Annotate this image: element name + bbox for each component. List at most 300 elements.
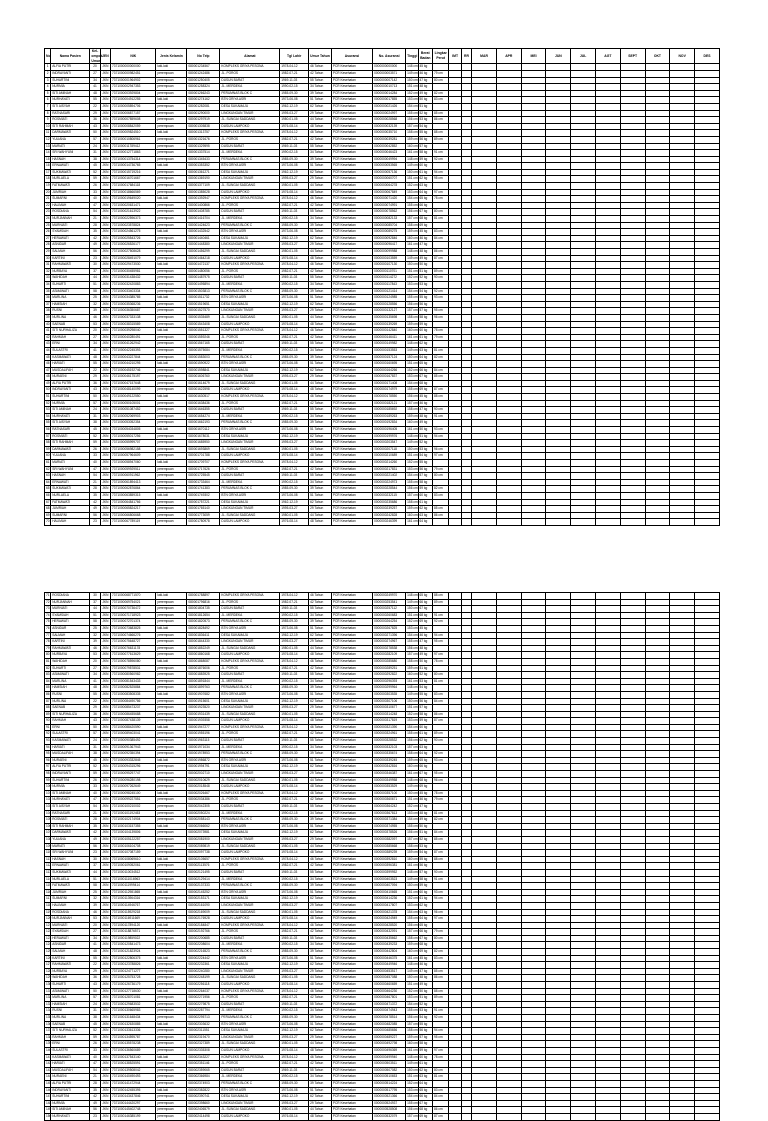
table-cell: SITI AMINAH (51, 1107, 90, 1114)
table-cell (472, 1034, 497, 1041)
table-cell (546, 1001, 571, 1008)
table-cell: laki-laki (156, 593, 187, 600)
table-cell (670, 744, 695, 751)
table-cell: 58 kg (418, 876, 432, 883)
table-cell (546, 446, 571, 453)
table-cell: 34 Tahun (309, 150, 332, 157)
table-cell: KASMAWATI (51, 1054, 90, 1061)
table-cell: 150 cm (406, 698, 418, 705)
table-cell (472, 738, 497, 745)
table-cell: DUSUN BARAT (220, 738, 280, 745)
table-cell: 7371000005894706 (111, 103, 156, 110)
table-cell: 29 Tahun (309, 705, 332, 712)
table-cell: RUSNI (51, 308, 90, 315)
table-cell: laki-laki (156, 625, 187, 632)
table-cell (461, 64, 471, 71)
table-cell: 156 cm (406, 117, 418, 124)
table-cell: SYAMSIAH (51, 612, 90, 619)
table-cell (546, 367, 571, 374)
table-cell (670, 843, 695, 850)
table-cell (695, 738, 720, 745)
table-cell (496, 229, 521, 236)
table-cell (670, 413, 695, 420)
table-cell (670, 902, 695, 909)
table-cell (620, 876, 645, 883)
table-cell (461, 639, 471, 646)
table-cell: RUSNI (51, 691, 90, 698)
table-cell (449, 672, 461, 679)
table-cell: 7371000034385785 (111, 295, 156, 302)
table-cell (461, 387, 471, 394)
table-cell (595, 850, 620, 857)
table-cell: 7371000097262649 (111, 784, 156, 791)
table-cell: 0000000157124 (373, 354, 406, 361)
table-cell: KOMPLEKS GRIYA PESONA (220, 724, 280, 731)
table-cell: 0000000296393 (373, 678, 406, 685)
table-cell: perempuan (156, 479, 187, 486)
table-cell (645, 84, 670, 91)
table-cell: 1978-04-12 (280, 460, 309, 467)
table-cell (670, 216, 695, 223)
table-cell (546, 764, 571, 771)
table-cell: PCR Kesehatan (331, 632, 372, 639)
table-cell (461, 705, 471, 712)
table-cell (695, 764, 720, 771)
table-cell: PCR Kesehatan (331, 347, 372, 354)
table-cell (620, 777, 645, 784)
table-cell (670, 374, 695, 381)
table-cell (670, 242, 695, 249)
table-cell: JKN (100, 942, 110, 949)
table-cell: 48 kg (418, 84, 432, 91)
table-cell: 34 Tahun (309, 216, 332, 223)
table-cell (449, 810, 461, 817)
table-cell: 28 (90, 1080, 100, 1087)
table-cell: 55 (90, 97, 100, 104)
table-cell: PCR Kesehatan (331, 77, 372, 84)
table-row (45, 625, 720, 632)
table-cell (461, 949, 471, 956)
table-cell: 080002343227 (187, 1054, 220, 1061)
table-cell (449, 400, 461, 407)
table-cell: laki-laki (156, 427, 187, 434)
table-cell (620, 982, 645, 989)
table-cell (496, 645, 521, 652)
table-cell (620, 962, 645, 969)
table-cell: 7371000095297747 (111, 771, 156, 778)
table-cell: 7371000112981865 (111, 889, 156, 896)
table-cell: 156 cm (406, 486, 418, 493)
table-cell (496, 156, 521, 163)
table-cell: 7371000102174904 (111, 817, 156, 824)
table-cell: PCR Kesehatan (331, 301, 372, 308)
table-cell: 0000000046423 (373, 150, 406, 157)
table-cell (521, 599, 546, 606)
table-cell: 7371000090385492 (111, 738, 156, 745)
table-cell (521, 606, 546, 613)
table-cell (595, 486, 620, 493)
table-cell: JKN (100, 1100, 110, 1107)
table-cell: 7371000094315296 (111, 764, 156, 771)
table-cell (472, 883, 497, 890)
table-cell: BTN GRIYA ASRI (220, 295, 280, 302)
table-cell: PCR Kesehatan (331, 949, 372, 956)
table-cell: 156 cm (406, 301, 418, 308)
table-cell: 148 cm (406, 869, 418, 876)
table-cell: 080001828492 (187, 625, 220, 632)
table-cell: DUSUN LAMPOKO (220, 652, 280, 659)
table-cell: 0000000049994 (373, 156, 406, 163)
table-cell: JKN (100, 1067, 110, 1074)
table-cell: PCR Kesehatan (331, 176, 372, 183)
table-cell: 8 (45, 110, 51, 117)
table-cell: 1980-01-05 (280, 1107, 309, 1114)
table-cell (670, 281, 695, 288)
table-cell (620, 466, 645, 473)
table-cell: 51 Tahun (309, 625, 332, 632)
table-cell (449, 301, 461, 308)
table-cell (449, 460, 461, 467)
table-cell (645, 1067, 670, 1074)
table-cell: 080001701788 (187, 453, 220, 460)
table-cell (595, 856, 620, 863)
table-cell: 7371000039298040 (111, 328, 156, 335)
table-cell (461, 1087, 471, 1094)
table-cell (546, 440, 571, 447)
table-cell (546, 64, 571, 71)
table-cell: 0000000217831 (373, 466, 406, 473)
table-cell (645, 387, 670, 394)
table-cell (670, 249, 695, 256)
table-cell: PCR Kesehatan (331, 1041, 372, 1048)
table-cell (645, 1113, 670, 1120)
table-cell: 7371000143437846 (111, 1094, 156, 1101)
table-cell: 36 (90, 975, 100, 982)
table-cell: HARIATI (51, 1061, 90, 1068)
table-cell: SITI RAHMAH (51, 823, 90, 830)
table-cell (546, 1094, 571, 1101)
table-cell: 1973-06-08 (280, 295, 309, 302)
table-cell: 080001852249 (187, 645, 220, 652)
table-cell: 50 kg (418, 97, 432, 104)
table-cell: 65 kg (418, 196, 432, 203)
table-cell: 42 Tahun (309, 665, 332, 672)
table-cell: 51 kg (418, 995, 432, 1002)
table-cell: perempuan (156, 473, 187, 480)
table-cell (670, 380, 695, 387)
table-cell (546, 499, 571, 506)
table-cell (496, 935, 521, 942)
table-cell: 44 Tahun (309, 1107, 332, 1114)
table-cell (521, 632, 546, 639)
table-cell (595, 183, 620, 190)
table-cell (670, 909, 695, 916)
table-cell (461, 823, 471, 830)
table-cell: 1995-03-27 (280, 440, 309, 447)
table-cell: 75 (45, 619, 51, 626)
table-cell: 46 Tahun (309, 394, 332, 401)
table-cell (595, 757, 620, 764)
table-cell (695, 374, 720, 381)
table-cell: 69 kg (418, 387, 432, 394)
table-cell (645, 896, 670, 903)
table-row (45, 308, 720, 315)
table-cell (670, 117, 695, 124)
table-cell: 7371000070736472 (111, 606, 156, 613)
table-cell: 155 cm (406, 479, 418, 486)
header-cell: MEI (521, 49, 546, 64)
table-cell: perempuan (156, 334, 187, 341)
table-cell: 78 cm (432, 790, 449, 797)
table-cell: 51 Tahun (309, 1087, 332, 1094)
table-cell (521, 77, 546, 84)
table-cell (496, 1087, 521, 1094)
table-cell (595, 869, 620, 876)
table-cell: 36 (90, 380, 100, 387)
table-cell: PERUMNAS BLOK C (220, 222, 280, 229)
table-cell (595, 863, 620, 870)
table-cell (472, 1094, 497, 1101)
table-cell: 7371000029473530 (111, 262, 156, 269)
table-cell (695, 955, 720, 962)
table-cell: 1982-07-21 (280, 731, 309, 738)
table-cell: JL. MERDEKA (220, 876, 280, 883)
table-cell (461, 1021, 471, 1028)
table-cell: laki-laki (156, 229, 187, 236)
table-cell: 153 cm (406, 97, 418, 104)
table-cell: 0000000467801 (373, 995, 406, 1002)
table-cell: 7371000092350394 (111, 751, 156, 758)
table-cell (449, 341, 461, 348)
table-cell: 080002042305 (187, 804, 220, 811)
table-cell (620, 619, 645, 626)
table-cell (461, 183, 471, 190)
table-cell: BTN GRIYA ASRI (220, 1021, 280, 1028)
table-cell (695, 705, 720, 712)
table-cell: 080002351146 (187, 1061, 220, 1068)
table-cell (432, 1001, 449, 1008)
table-cell: 89 cm (432, 731, 449, 738)
table-cell (496, 823, 521, 830)
table-cell: PCR Kesehatan (331, 982, 372, 989)
table-cell: 1973-06-08 (280, 361, 309, 368)
table-cell (461, 711, 471, 718)
table-cell (620, 1028, 645, 1035)
table-cell: 0000000464230 (373, 988, 406, 995)
table-cell (595, 1100, 620, 1107)
table-cell: JKN (100, 968, 110, 975)
table-cell (595, 380, 620, 387)
table-cell: HARIATI (51, 744, 90, 751)
table-cell (645, 156, 670, 163)
table-cell: 080002374903 (187, 1080, 220, 1087)
table-row (45, 84, 720, 91)
table-cell: 080002366984 (187, 1074, 220, 1081)
table-cell: JKN (100, 678, 110, 685)
table-cell: 54 (90, 804, 100, 811)
table-cell (472, 639, 497, 646)
table-cell (472, 1067, 497, 1074)
table-cell: 157 cm (406, 216, 418, 223)
table-cell (472, 460, 497, 467)
table-cell (472, 169, 497, 176)
table-cell (496, 321, 521, 328)
table-cell (496, 420, 521, 427)
table-cell: 56 kg (418, 863, 432, 870)
table-cell (472, 1080, 497, 1087)
table-cell (546, 797, 571, 804)
table-cell: KOMPLEKS GRIYA PESONA (220, 593, 280, 600)
table-cell: 39 Tahun (309, 817, 332, 824)
table-cell: 85 cm (432, 110, 449, 117)
table-cell: 7371000019649020 (111, 196, 156, 203)
table-cell: 7371000047157648 (111, 380, 156, 387)
table-cell: PCR Kesehatan (331, 724, 372, 731)
table-cell: 68 kg (418, 612, 432, 619)
table-cell: 161 cm (406, 678, 418, 685)
table-cell: 32 (90, 896, 100, 903)
table-cell: ERNAWATI (51, 163, 90, 170)
table-cell: DESA SUKAMAJU (220, 764, 280, 771)
table-cell: PCR Kesehatan (331, 407, 372, 414)
table-cell: 52 kg (418, 440, 432, 447)
table-cell: DESA SUKAMAJU (220, 499, 280, 506)
header-cell: No Telp (187, 49, 220, 64)
table-cell (595, 843, 620, 850)
table-cell (595, 652, 620, 659)
table-cell: 45 kg (418, 625, 432, 632)
table-cell (472, 347, 497, 354)
table-cell (571, 968, 596, 975)
table-cell: 0000000196405 (373, 427, 406, 434)
table-cell (432, 262, 449, 269)
table-cell (472, 136, 497, 143)
table-cell (620, 143, 645, 150)
table-cell: 1990-02-15 (280, 612, 309, 619)
table-cell (496, 678, 521, 685)
table-cell (432, 281, 449, 288)
table-cell: 0000000496369 (373, 1047, 406, 1054)
table-cell: 92 (45, 731, 51, 738)
table-cell: 7371000091367943 (111, 744, 156, 751)
table-cell: 7371000065824217 (111, 506, 156, 513)
table-cell: 62 Tahun (309, 301, 332, 308)
table-cell (695, 942, 720, 949)
table-cell: PCR Kesehatan (331, 804, 372, 811)
table-cell (620, 771, 645, 778)
table-cell: LINGKUNGAN TIMUR (220, 968, 280, 975)
table-cell (521, 625, 546, 632)
table-cell: 155 cm (406, 1008, 418, 1015)
table-cell: JKN (100, 896, 110, 903)
table-cell (620, 810, 645, 817)
table-cell: 55 (90, 361, 100, 368)
table-cell: 48 Tahun (309, 321, 332, 328)
table-cell (620, 850, 645, 857)
table-cell: 60 kg (418, 1054, 432, 1061)
table-cell (449, 698, 461, 705)
table-cell: 86 cm (432, 249, 449, 256)
table-cell: 1976-08-14 (280, 850, 309, 857)
table-cell (670, 652, 695, 659)
table-cell: 141 (45, 1054, 51, 1061)
table-cell: 21 (90, 810, 100, 817)
table-cell: 0000000042852 (373, 143, 406, 150)
table-cell (472, 863, 497, 870)
table-cell (472, 771, 497, 778)
table-cell: 48 Tahun (309, 387, 332, 394)
table-cell (546, 275, 571, 282)
table-cell (461, 830, 471, 837)
table-cell: PCR Kesehatan (331, 70, 372, 77)
table-cell: 160 cm (406, 420, 418, 427)
table-cell (546, 176, 571, 183)
table-cell (472, 492, 497, 499)
table-cell (449, 492, 461, 499)
table-cell (461, 665, 471, 672)
table-cell (595, 1094, 620, 1101)
table-cell (432, 784, 449, 791)
table-cell: perempuan (156, 249, 187, 256)
table-cell: 158 cm (406, 843, 418, 850)
table-cell (449, 466, 461, 473)
table-cell: 0000000460659 (373, 982, 406, 989)
table-cell: 7371000084490786 (111, 698, 156, 705)
table-cell (645, 658, 670, 665)
table-cell (620, 718, 645, 725)
table-cell (496, 130, 521, 137)
table-cell (449, 150, 461, 157)
table-cell (571, 440, 596, 447)
table-cell (461, 328, 471, 335)
table-cell (695, 883, 720, 890)
table-cell: JKN (100, 1001, 110, 1008)
table-cell: 1980-01-05 (280, 777, 309, 784)
table-cell (472, 334, 497, 341)
table-cell: 1995-03-27 (280, 902, 309, 909)
table-cell: YULIANA (51, 136, 90, 143)
table-row (45, 268, 720, 275)
table-cell (472, 499, 497, 506)
table-cell: 1969-11-03 (280, 672, 309, 679)
table-cell (571, 400, 596, 407)
table-cell: JKN (100, 724, 110, 731)
table-row (45, 506, 720, 513)
table-cell: perempuan (156, 929, 187, 936)
table-cell: 080001448380 (187, 242, 220, 249)
table-cell: 158 cm (406, 499, 418, 506)
table-cell: 0000000442804 (373, 949, 406, 956)
table-cell (695, 1113, 720, 1120)
table-cell (620, 90, 645, 97)
table-cell: 7371000080560982 (111, 672, 156, 679)
table-cell: 080002153171 (187, 896, 220, 903)
table-cell: 38 (45, 308, 51, 315)
table-cell (546, 413, 571, 420)
table-cell: 51 Tahun (309, 295, 332, 302)
table-row (45, 407, 720, 414)
table-cell (645, 473, 670, 480)
table-cell (496, 869, 521, 876)
table-cell (695, 64, 720, 71)
table-cell (595, 1080, 620, 1087)
table-cell (695, 209, 720, 216)
table-cell: 7371000114946767 (111, 902, 156, 909)
table-cell: 48 kg (418, 249, 432, 256)
table-cell (670, 433, 695, 440)
table-cell: 83 cm (432, 229, 449, 236)
table-cell (595, 718, 620, 725)
